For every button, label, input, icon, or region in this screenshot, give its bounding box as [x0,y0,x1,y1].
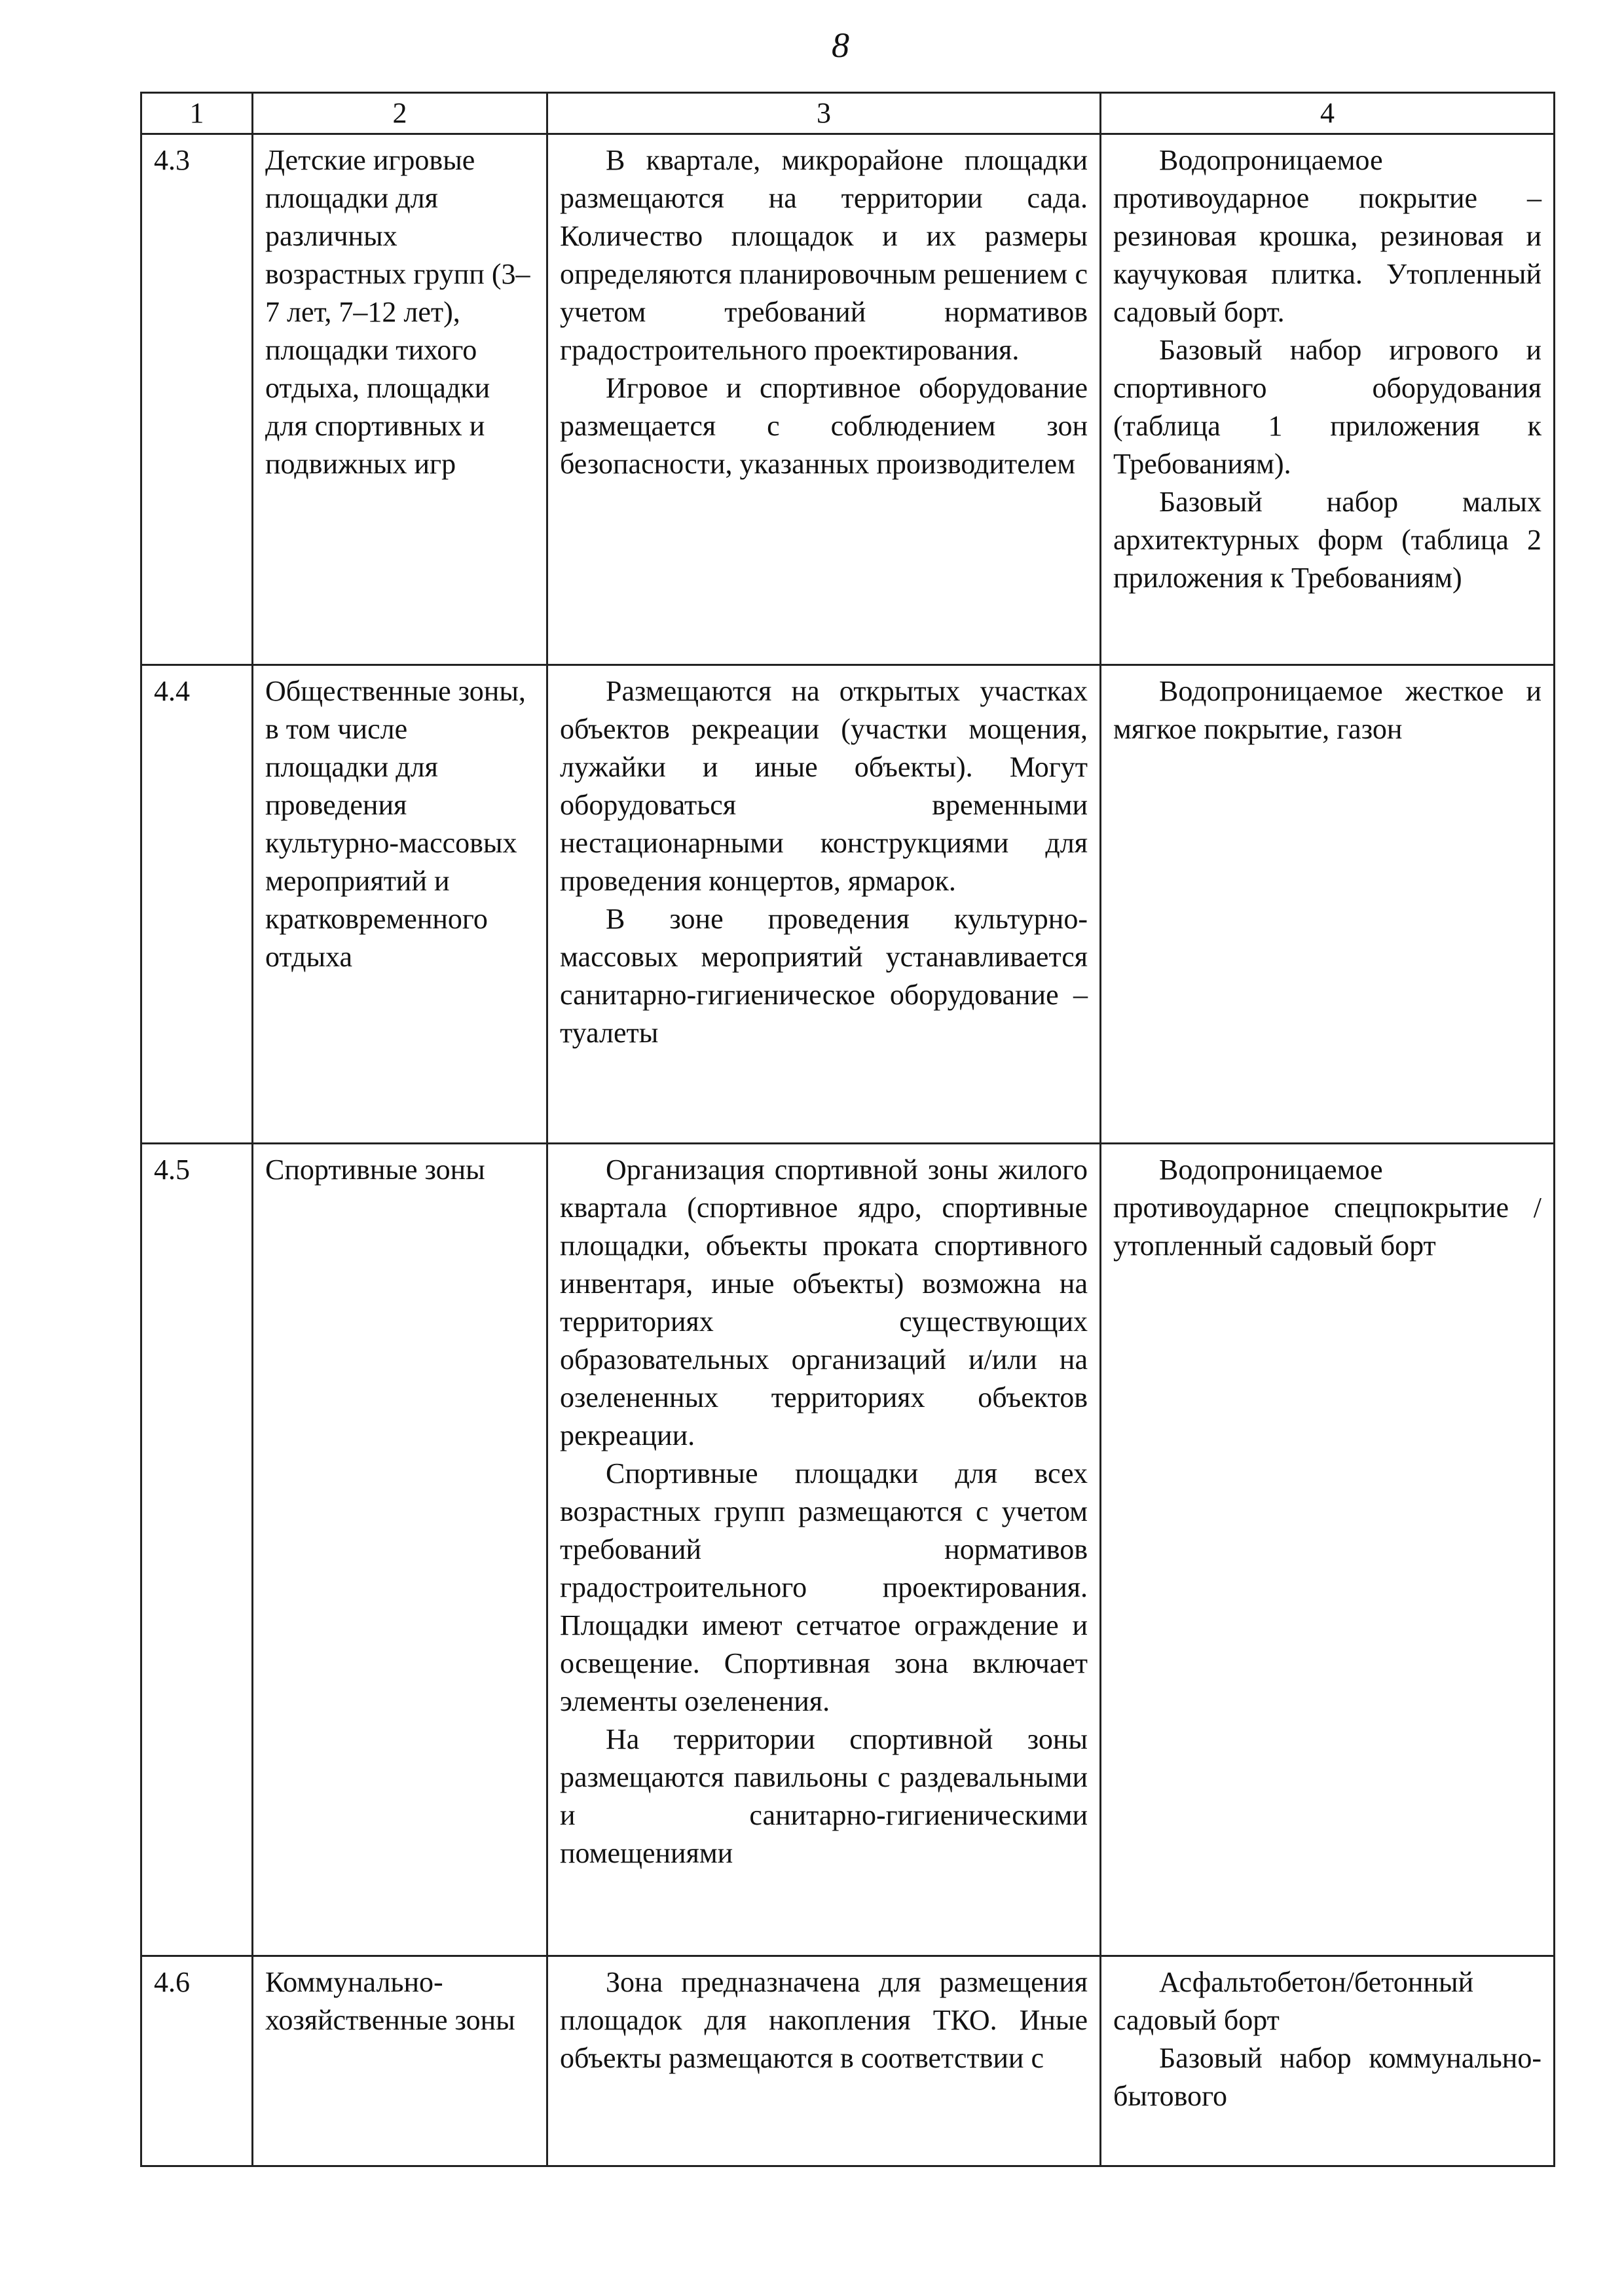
equipment-paragraph: Водопроницаемое противоударное спецпокрытие / утопленный садовый борт [1113,1154,1541,1262]
header-col-2: 2 [253,93,547,134]
placement-paragraph: Организация спортивной зоны жилого квартала (спортивное ядро, спортивные площадки, объекты проката спортивного инвентаря, иные объекты) возможна на территориях существующих образовательных организаций и/или на озелененных территориях объектов рекреации. [560,1154,1088,1451]
equipment-paragraph: Базовый набор игрового и спортивного оборудования (таблица 1 приложения к Требованиям). [1113,334,1541,480]
zone-name: Коммунально-хозяйственные зоны [253,1956,547,2166]
equipment-paragraph: Водопроницаемое противоударное покрытие – резиновая крошка, резиновая и каучуковая плитка. Утопленный садовый борт. [1113,144,1541,328]
equipment-cell [1101,1956,1555,2166]
placement-paragraph: На территории спортивной зоны размещаются павильоны с раздевальными и санитарно-гигиеническими помещениями [560,1723,1088,1869]
placement-cell [547,1144,1101,1956]
header-col-4: 4 [1101,93,1555,134]
equipment-paragraph: Базовый набор коммунально-бытового [1113,2042,1541,2112]
equipment-cell [1101,134,1555,665]
placement-cell [547,134,1101,665]
table-row [141,665,1555,1144]
placement-paragraph: В зоне проведения культурно-массовых мероприятий устанавливается санитарно-гигиеническое оборудование – туалеты [560,903,1088,1049]
requirements-table [140,92,1555,2167]
header-col-3: 3 [547,93,1101,134]
placement-paragraph: В квартале, микрорайоне площадки размещаются на территории сада. Количество площадок и их размеры определяются планировочным решением с учетом требований нормативов градостроительного проектирования. [560,144,1088,366]
table-row [141,134,1555,665]
placement-cell [547,665,1101,1144]
equipment-cell [1101,665,1555,1144]
row-number: 4.6 [141,1956,253,2166]
equipment-paragraph: Водопроницаемое жесткое и мягкое покрытие, газон [1113,675,1541,745]
row-number: 4.4 [141,665,253,1144]
equipment-cell [1101,1144,1555,1956]
zone-name: Спортивные зоны [253,1144,547,1956]
header-col-1: 1 [141,93,253,134]
page-number: 8 [832,26,849,65]
table-row [141,1956,1555,2166]
zone-name: Детские игровые площадки для различных возрастных групп (3–7 лет, 7–12 лет), площадки тихого отдыха, площадки для спортивных и подвижных игр [253,134,547,665]
placement-paragraph: Спортивные площадки для всех возрастных групп размещаются с учетом требований нормативов градостроительного проектирования. Площадки имеют сетчатое ограждение и освещение. Спортивная зона включает элементы озеленения. [560,1457,1088,1717]
row-number: 4.5 [141,1144,253,1956]
placement-cell [547,1956,1101,2166]
equipment-paragraph: Асфальтобетон/бетонный садовый борт [1113,1966,1474,2036]
table-header-row [141,93,1555,134]
placement-paragraph: Игровое и спортивное оборудование размещается с соблюдением зон безопасности, указанных производителем [560,372,1088,480]
equipment-paragraph: Базовый набор малых архитектурных форм (таблица 2 приложения к Требованиям) [1113,486,1541,594]
placement-paragraph: Зона предназначена для размещения площадок для накопления ТКО. Иные объекты размещаются в соответствии с [560,1966,1088,2074]
row-number: 4.3 [141,134,253,665]
placement-paragraph: Размещаются на открытых участках объектов рекреации (участки мощения, лужайки и иные объекты). Могут оборудоваться временными нестационарными конструкциями для проведения концертов, ярмарок. [560,675,1088,897]
zone-name: Общественные зоны, в том числе площадки для проведения культурно-массовых мероприятий и кратковременного отдыха [253,665,547,1144]
table-row [141,1144,1555,1956]
